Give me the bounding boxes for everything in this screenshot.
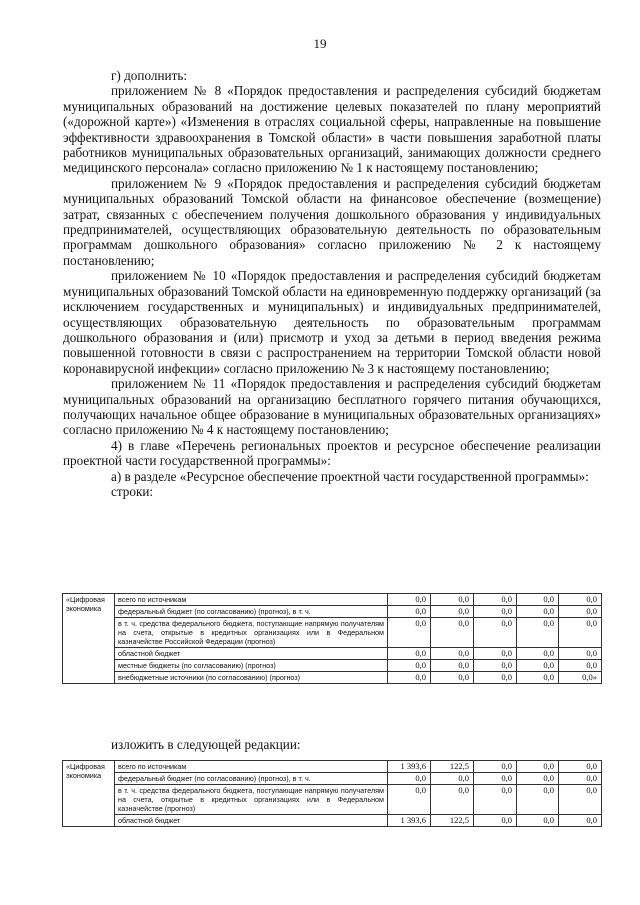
value-cell: 1 393,6	[388, 761, 431, 773]
value-cell: 0,0	[388, 618, 431, 648]
paragraph: а) в разделе «Ресурсное обеспечение проектной части государственной программы»:	[111, 468, 589, 484]
value-cell: 0,0	[474, 785, 517, 815]
value-cell: 0,0	[431, 773, 474, 785]
value-cell: 0,0	[559, 773, 602, 785]
table-row	[63, 815, 602, 827]
value-cell: 0,0»	[559, 672, 602, 684]
value-cell: 0,0	[474, 594, 517, 606]
table-row	[63, 761, 602, 773]
value-cell: 0,0	[431, 660, 474, 672]
value-cell: 0,0	[559, 785, 602, 815]
value-cell: 0,0	[517, 815, 559, 827]
value-cell: 0,0	[517, 648, 559, 660]
source-cell: всего по источникам	[115, 761, 388, 773]
source-cell: внебюджетные источники (по согласованию) (прогноз)	[115, 672, 388, 684]
table-row	[63, 648, 602, 660]
value-cell: 0,0	[431, 785, 474, 815]
table-row	[63, 672, 602, 684]
paragraph: приложением № 8 «Порядок предоставления и распределения субсидий бюджетам муниципальных образований на достижение целевых показателей по плану мероприятий («дорожной карте») «Изменения в отраслях социальной сферы, направленные на повышение эффективности здравоохранения в Томской области» в части повышения заработной платы работников муниципальных образовательных организаций, занимающих должности среднего медицинского персонала» согласно приложению № 1 к настоящему постановлению;	[63, 83, 601, 176]
value-cell: 0,0	[474, 761, 517, 773]
value-cell: 0,0	[474, 672, 517, 684]
body-text	[63, 68, 601, 499]
page-number: 19	[313, 36, 327, 51]
source-cell: всего по источникам	[115, 594, 388, 606]
value-cell: 0,0	[517, 606, 559, 618]
value-cell: 1 393,6	[388, 815, 431, 827]
table-row	[63, 660, 602, 672]
value-cell: 0,0	[474, 606, 517, 618]
value-cell: 0,0	[431, 606, 474, 618]
value-cell: 0,0	[431, 648, 474, 660]
source-cell: федеральный бюджет (по согласованию) (прогноз), в т. ч.	[115, 773, 388, 785]
paragraph: строки:	[111, 483, 154, 499]
source-cell: областной бюджет	[115, 815, 388, 827]
value-cell: 0,0	[517, 773, 559, 785]
value-cell: 122,5	[431, 761, 474, 773]
table-row	[63, 785, 602, 815]
value-cell: 0,0	[431, 618, 474, 648]
value-cell: 0,0	[559, 606, 602, 618]
value-cell: 0,0	[388, 606, 431, 618]
value-cell: 0,0	[474, 773, 517, 785]
value-cell: 0,0	[431, 594, 474, 606]
replace-label: изложить в следующей редакции:	[111, 737, 301, 752]
table-row	[63, 594, 602, 606]
project-name-cell: «Цифровая экономика	[63, 761, 115, 827]
value-cell: 0,0	[517, 618, 559, 648]
value-cell: 0,0	[474, 660, 517, 672]
value-cell: 122,5	[431, 815, 474, 827]
project-name-cell: «Цифровая экономика	[63, 594, 115, 684]
value-cell: 0,0	[388, 672, 431, 684]
value-cell: 0,0	[559, 648, 602, 660]
resource-table-new	[62, 760, 602, 827]
value-cell: 0,0	[474, 815, 517, 827]
value-cell: 0,0	[559, 660, 602, 672]
value-cell: 0,0	[559, 815, 602, 827]
value-cell: 0,0	[388, 594, 431, 606]
source-cell: областной бюджет	[115, 648, 388, 660]
value-cell: 0,0	[388, 648, 431, 660]
value-cell: 0,0	[517, 660, 559, 672]
paragraph: г) дополнить:	[111, 68, 188, 83]
value-cell: 0,0	[474, 618, 517, 648]
source-cell: местные бюджеты (по согласованию) (прогноз)	[115, 660, 388, 672]
value-cell: 0,0	[388, 785, 431, 815]
paragraph: 4) в главе «Перечень региональных проектов и ресурсное обеспечение реализации проектной части государственной программы»:	[63, 437, 601, 469]
table-row	[63, 618, 602, 648]
value-cell: 0,0	[517, 785, 559, 815]
value-cell: 0,0	[388, 773, 431, 785]
source-cell: в т. ч. средства федерального бюджета, поступающие напрямую получателям на счета, открытые в кредитных организациях или в Федеральном казначействе (прогноз)	[115, 785, 388, 815]
paragraph: приложением № 11 «Порядок предоставления и распределения субсидий бюджетам муниципальных образований на организацию бесплатного горячего питания обучающихся, получающих начальное общее образование в муниципальных образовательных организациях» согласно приложению № 4 к настоящему постановлению;	[63, 376, 601, 438]
source-cell: в т. ч. средства федерального бюджета, поступающие напрямую получателям на счета, открытые в кредитных организациях или в Федеральном казначействе Российской Федерации (прогноз)	[115, 618, 388, 648]
value-cell: 0,0	[517, 594, 559, 606]
value-cell: 0,0	[517, 672, 559, 684]
paragraph: приложением № 9 «Порядок предоставления и распределения субсидий бюджетам муниципальных образований Томской области на финансовое обеспечение (возмещение) затрат, связанных с обеспечением получения дошкольного образования у индивидуальных предпринимателей, осуществляющих образовательную деятельность по образовательным программам дошкольного образования» согласно приложению № 2 к настоящему постановлению;	[63, 175, 601, 268]
paragraph: приложением № 10 «Порядок предоставления и распределения субсидий бюджетам муниципальных образований Томской области на единовременную поддержку организаций (за исключением государственных и муниципальных) и индивидуальных предпринимателей, осуществляющих образовательную деятельность по образовательным программам дошкольного образования и (или) присмотр и уход за детьми в период введения режима повышенной готовности в связи с распространением на территории Томской области новой коронавирусной инфекции» согласно приложению № 3 к настоящему постановлению;	[63, 268, 601, 376]
value-cell: 0,0	[559, 594, 602, 606]
value-cell: 0,0	[388, 660, 431, 672]
table-row	[63, 773, 602, 785]
source-cell: федеральный бюджет (по согласованию) (прогноз), в т. ч.	[115, 606, 388, 618]
value-cell: 0,0	[559, 618, 602, 648]
value-cell: 0,0	[517, 761, 559, 773]
table-row	[63, 606, 602, 618]
resource-table-old	[62, 593, 602, 684]
value-cell: 0,0	[559, 761, 602, 773]
value-cell: 0,0	[431, 672, 474, 684]
value-cell: 0,0	[474, 648, 517, 660]
